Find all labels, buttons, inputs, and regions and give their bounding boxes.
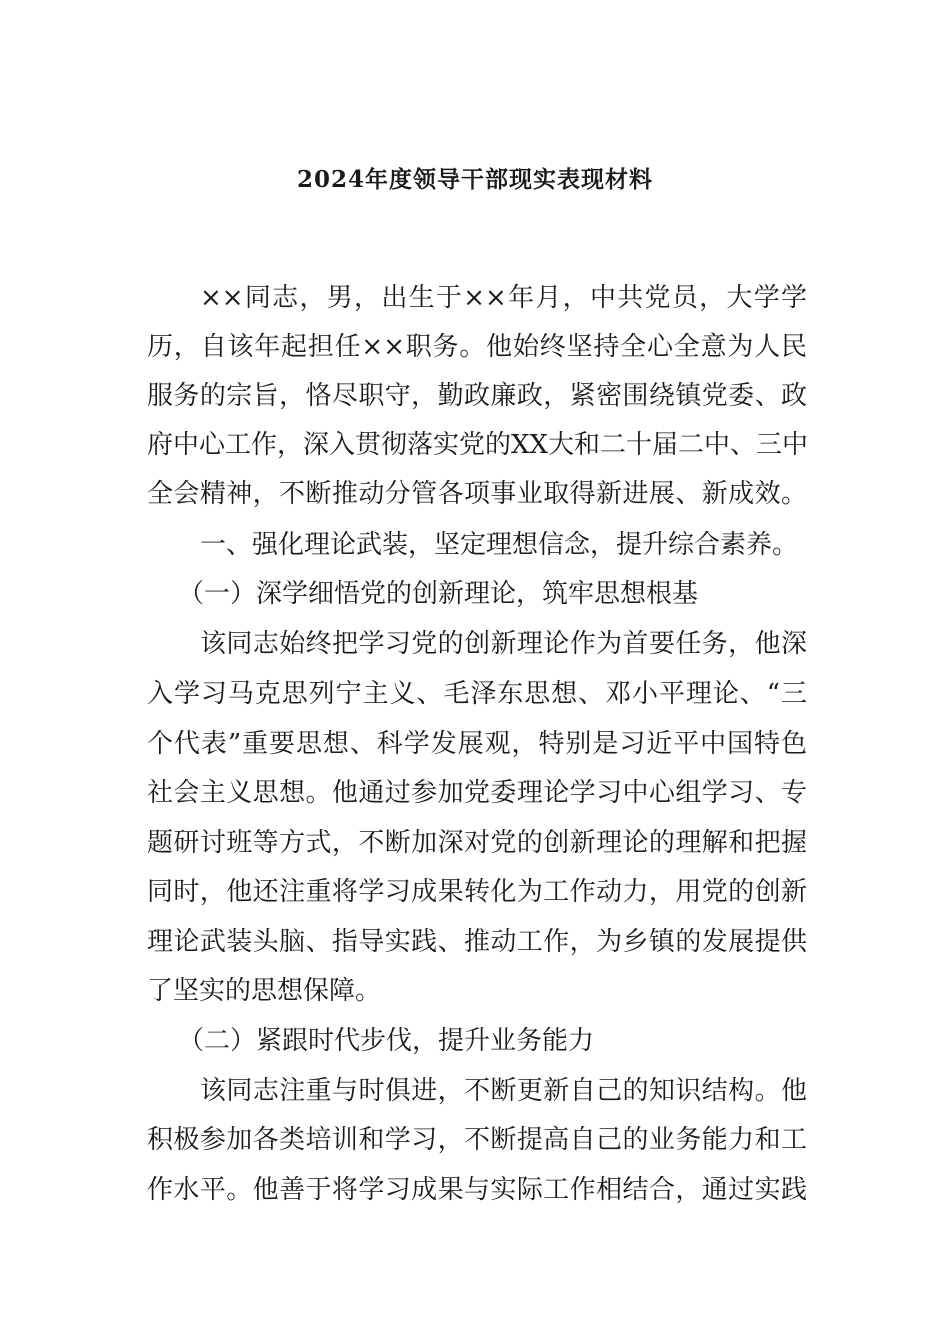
document-title: 2024年度领导干部现实表现材料 xyxy=(296,166,653,193)
subsection-heading: （一）深学细悟党的创新理论，筑牢思想根基 xyxy=(178,579,699,609)
paragraph-line: 理论武装头脑、指导实践、推动工作，为乡镇的发展提供 xyxy=(147,927,807,957)
paragraph-line: 同时，他还注重将学习成果转化为工作动力，用党的创新 xyxy=(147,877,807,907)
paragraph-line: 题研讨班等方式，不断加深对党的创新理论的理解和把握 xyxy=(147,828,807,858)
paragraph-line: 积极参加各类培训和学习，不断提高自己的业务能力和工 xyxy=(147,1125,807,1155)
paragraph-line: 历，自该年起担任××职务。他始终坚持全心全意为人民 xyxy=(147,332,807,362)
section-heading: 一、强化理论武装，坚定理想信念，提升综合素养。 xyxy=(200,530,799,560)
paragraph-line: 该同志始终把学习党的创新理论作为首要任务，他深 xyxy=(200,629,807,659)
paragraph-line: 入学习马克思列宁主义、毛泽东思想、邓小平理论、“三 xyxy=(147,679,807,709)
subsection-heading: （二）紧跟时代步伐，提升业务能力 xyxy=(178,1026,595,1056)
paragraph-line: 个代表”重要思想、科学发展观，特别是习近平中国特色 xyxy=(147,729,807,759)
paragraph-line: ××同志，男，出生于××年月，中共党员，大学学 xyxy=(200,283,807,313)
paragraph-line: 全会精神，不断推动分管各项事业取得新进展、新成效。 xyxy=(147,479,807,509)
paragraph-line: 作水平。他善于将学习成果与实际工作相结合，通过实践 xyxy=(147,1175,807,1205)
paragraph-line: 了坚实的思想保障。 xyxy=(147,976,382,1006)
paragraph-line: 该同志注重与时俱进，不断更新自己的知识结构。他 xyxy=(200,1076,807,1106)
paragraph-line: 服务的宗旨，恪尽职守，勤政廉政，紧密围绕镇党委、政 xyxy=(147,381,807,411)
paragraph-line: 府中心工作，深入贯彻落实党的XX大和二十届二中、三中 xyxy=(147,430,809,460)
paragraph-line: 社会主义思想。他通过参加党委理论学习中心组学习、专 xyxy=(147,778,807,808)
